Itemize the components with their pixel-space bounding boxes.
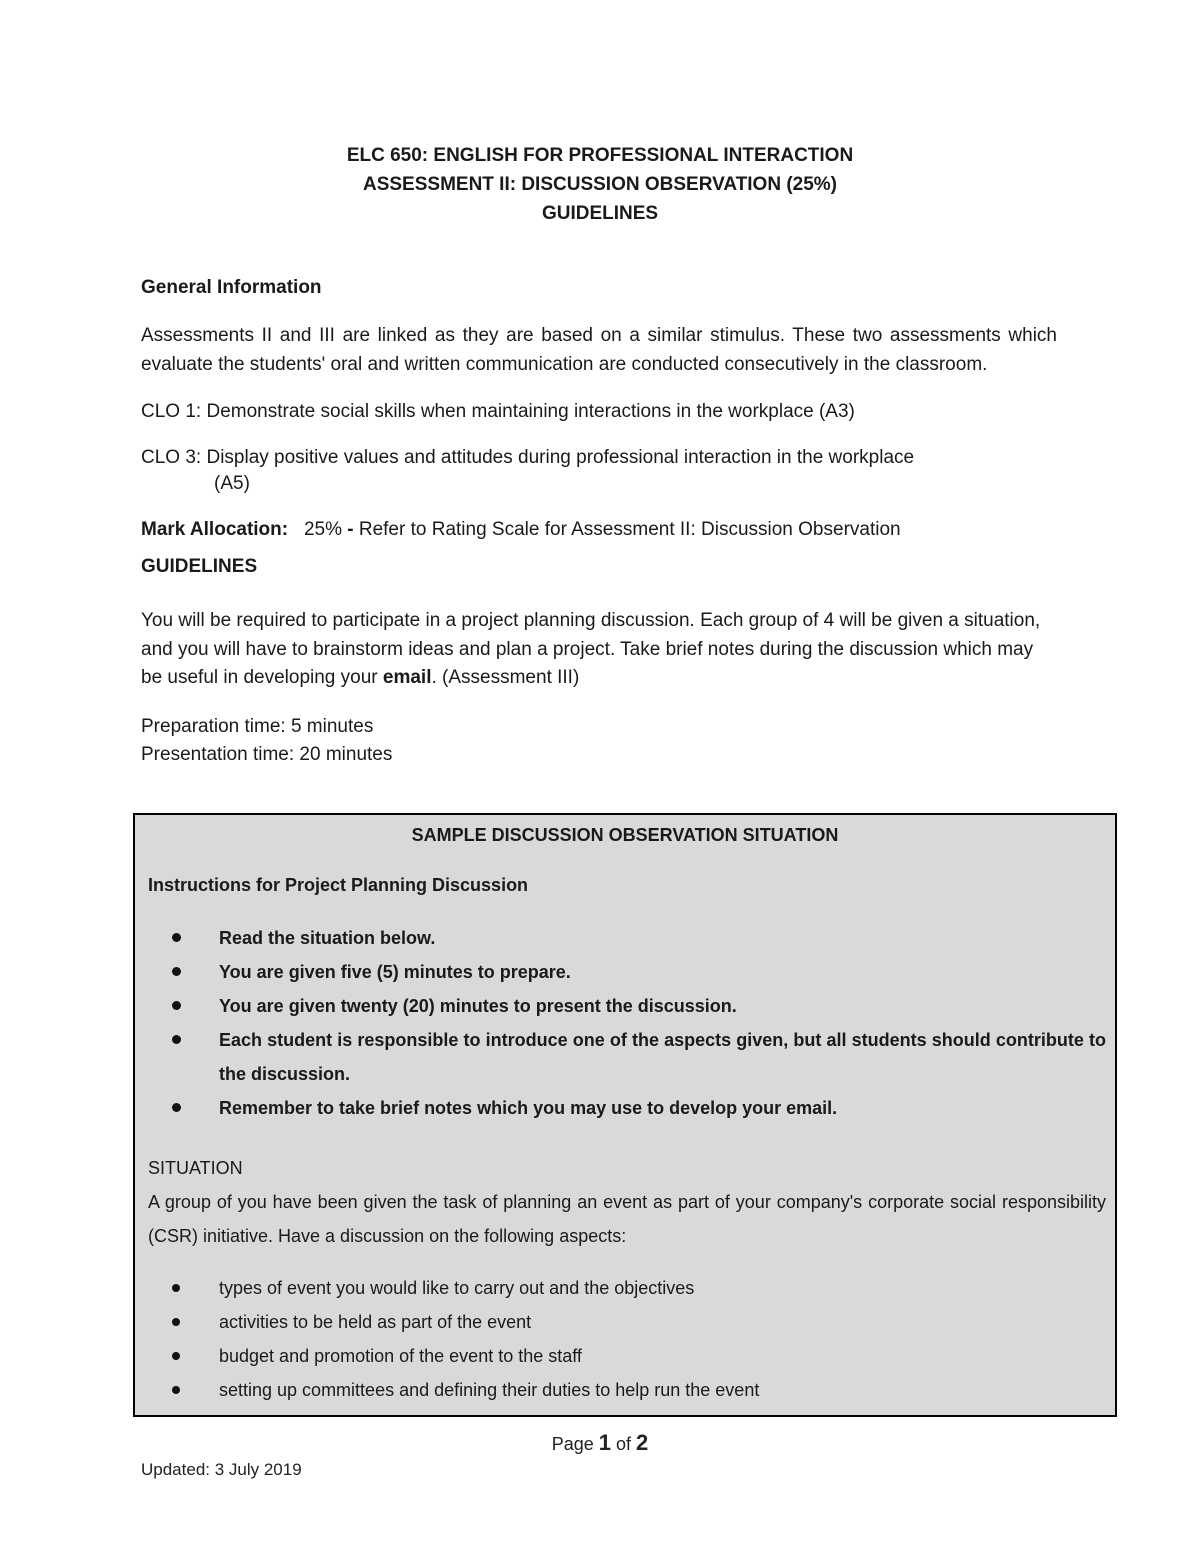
bullet-icon [172, 1386, 180, 1394]
course-title: ELC 650: ENGLISH FOR PROFESSIONAL INTERACTION [346, 145, 854, 166]
situation-section [148, 1151, 1106, 1407]
main-content [141, 274, 1057, 769]
mark-allocation-text: Refer to Rating Scale for Assessment II: Discussion Observation [358, 519, 901, 540]
instructions-list [148, 921, 1106, 1125]
mark-allocation-percent: 25% [303, 519, 342, 540]
bullet-icon [172, 1318, 180, 1326]
general-information-heading: General Information [141, 277, 322, 298]
clo3-text-continuation: (A5) [214, 473, 250, 494]
situation-label: SITUATION [148, 1158, 243, 1178]
sample-situation-box [133, 813, 1117, 1417]
guidelines-paragraph [141, 607, 1057, 693]
document-title-block [0, 141, 1200, 228]
mark-allocation [141, 517, 1057, 543]
preparation-time: Preparation time: 5 minutes [141, 715, 374, 737]
list-item: You are given twenty (20) minutes to present the discussion. [148, 989, 1106, 1023]
situation-text: A group of you have been given the task of planning an event as part of your company's corporate social responsibility (CSR) initiative. Have a discussion on the following aspects: [148, 1192, 1106, 1246]
bullet-icon [172, 1284, 180, 1292]
page-number: Page 1 of 2 [551, 1430, 649, 1455]
updated-date: Updated: 3 July 2019 [141, 1460, 302, 1479]
aspects-list [148, 1271, 1106, 1407]
page-current: 1 [598, 1430, 611, 1455]
clo1-text: CLO 1: Demonstrate social skills when maintaining interactions in the workplace (A3) [141, 401, 855, 422]
list-item: Each student is responsible to introduce one of the aspects given, but all students should contribute to the discussion. [148, 1023, 1106, 1091]
list-item: Remember to take brief notes which you may use to develop your email. [148, 1091, 1106, 1125]
bullet-icon [172, 1352, 180, 1360]
bullet-icon [172, 1103, 181, 1112]
mark-allocation-label: Mark Allocation: [141, 519, 289, 540]
guidelines-paragraph-bold: email [382, 667, 432, 688]
mark-allocation-dash: - [347, 519, 354, 540]
bullet-icon [172, 933, 181, 942]
guidelines-title: GUIDELINES [541, 203, 659, 224]
list-item: Read the situation below. [148, 921, 1106, 955]
guidelines-paragraph-text: You will be required to participate in a project planning discussion. Each group of 4 will be given a situation, and you will have to brainstorm ideas and plan a project. Take brief notes during the discussion which may be useful in developing your [141, 610, 1041, 688]
guidelines-heading: GUIDELINES [141, 556, 258, 577]
bullet-icon [172, 1001, 181, 1010]
list-item: You are given five (5) minutes to prepare. [148, 955, 1106, 989]
bullet-icon [172, 1035, 181, 1044]
list-item: activities to be held as part of the event [148, 1305, 1106, 1339]
presentation-time: Presentation time: 20 minutes [141, 743, 393, 765]
list-item: setting up committees and defining their duties to help run the event [148, 1373, 1106, 1407]
instructions-title: Instructions for Project Planning Discussion [148, 875, 529, 895]
assessment-title: ASSESSMENT II: DISCUSSION OBSERVATION (25%) [362, 174, 838, 195]
list-item: types of event you would like to carry out and the objectives [148, 1271, 1106, 1305]
guidelines-paragraph-tail: . (Assessment III) [431, 667, 580, 688]
bullet-icon [172, 967, 181, 976]
list-item: budget and promotion of the event to the staff [148, 1339, 1106, 1373]
general-information-paragraph: Assessments II and III are linked as they are based on a similar stimulus. These two assessments which evaluate the students' oral and written communication are conducted consecutively in the classroom. [141, 325, 1057, 375]
clo3-text: CLO 3: Display positive values and attitudes during professional interaction in the workplace [141, 447, 915, 468]
sample-box-heading: SAMPLE DISCUSSION OBSERVATION SITUATION [411, 825, 839, 845]
page-total: 2 [636, 1430, 649, 1455]
